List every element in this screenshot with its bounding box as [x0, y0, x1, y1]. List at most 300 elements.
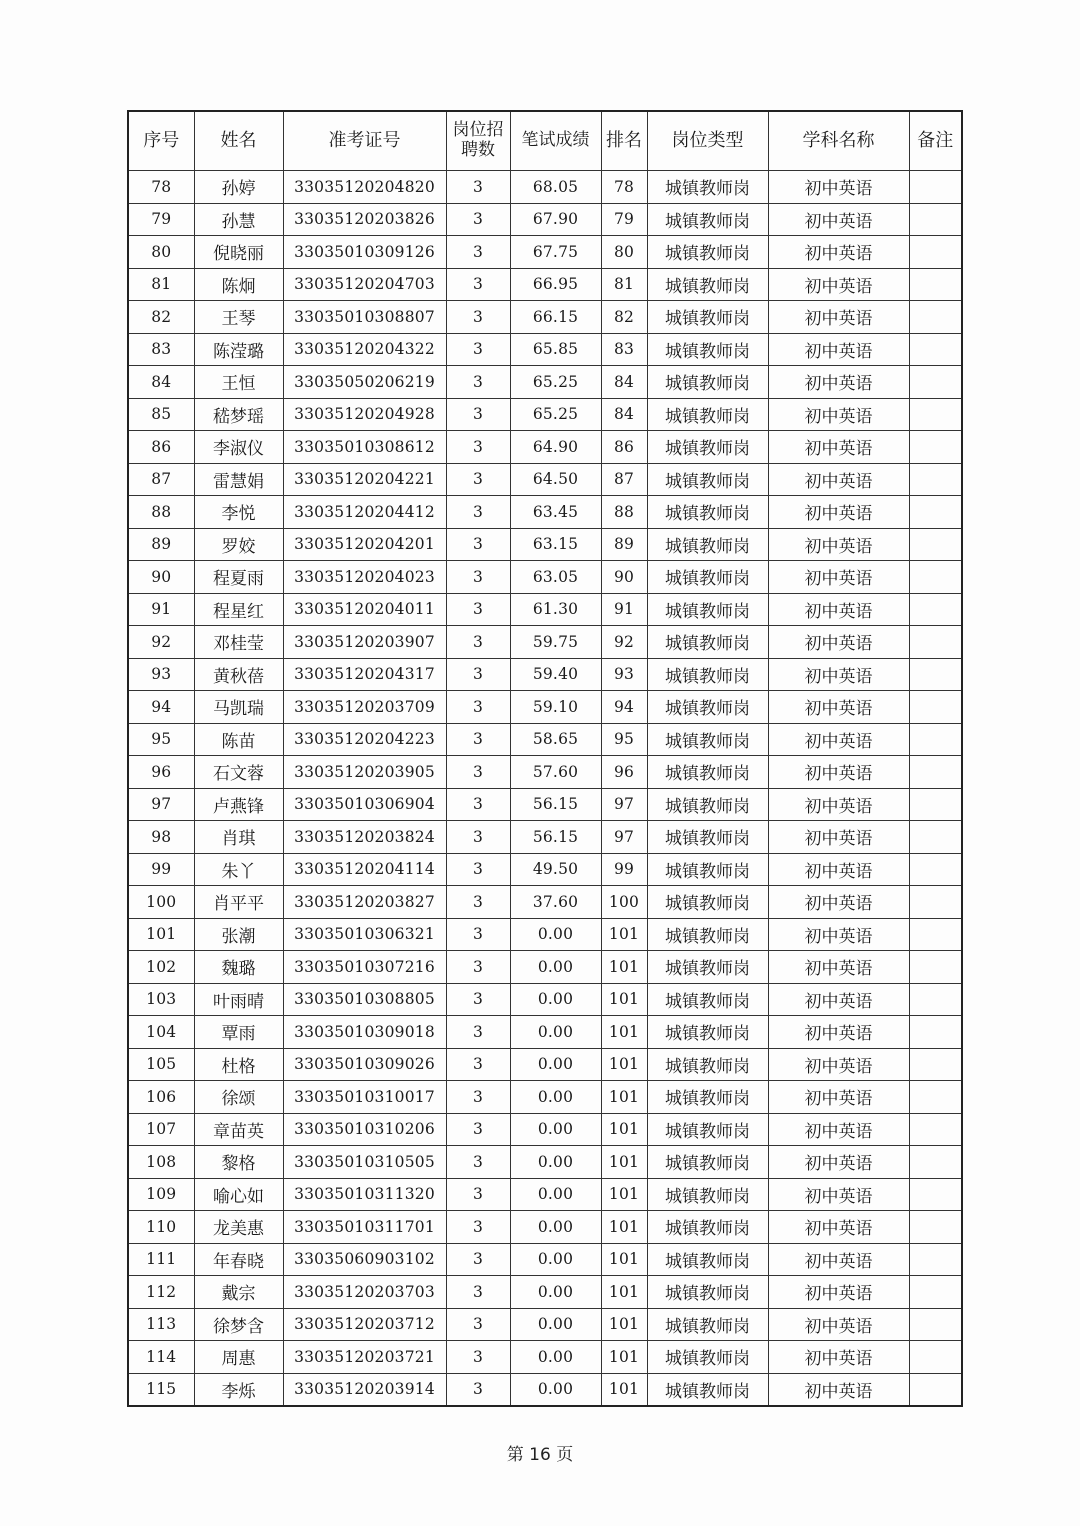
cell-remark: [909, 951, 962, 984]
cell-seq: 88: [128, 496, 194, 529]
table-row: [128, 756, 962, 789]
cell-rank: 101: [601, 1146, 647, 1179]
cell-score: 49.50: [510, 853, 601, 886]
cell-score: 64.90: [510, 431, 601, 464]
cell-name: 马凯瑞: [194, 691, 283, 724]
cell-exam-id: 33035010310505: [283, 1146, 446, 1179]
cell-subject: 初中英语: [768, 1016, 909, 1049]
cell-quota: 3: [446, 1308, 510, 1341]
cell-exam-id: 33035120203703: [283, 1276, 446, 1309]
table-row: [128, 593, 962, 626]
cell-remark: [909, 398, 962, 431]
table-row: [128, 1146, 962, 1179]
cell-score: 0.00: [510, 1276, 601, 1309]
cell-remark: [909, 658, 962, 691]
cell-rank: 84: [601, 398, 647, 431]
table-row: [128, 301, 962, 334]
cell-seq: 113: [128, 1308, 194, 1341]
cell-name: 朱丫: [194, 853, 283, 886]
cell-name: 陈滢璐: [194, 333, 283, 366]
cell-exam-id: 33035010307216: [283, 951, 446, 984]
cell-seq: 79: [128, 203, 194, 236]
cell-post-type: 城镇教师岗: [647, 561, 768, 594]
table-header-row: [128, 111, 962, 171]
cell-exam-id: 33035120204820: [283, 171, 446, 204]
cell-quota: 3: [446, 1211, 510, 1244]
cell-subject: 初中英语: [768, 203, 909, 236]
table-row: [128, 561, 962, 594]
cell-name: 程夏雨: [194, 561, 283, 594]
table-row: [128, 236, 962, 269]
cell-exam-id: 33035120203827: [283, 886, 446, 919]
cell-post-type: 城镇教师岗: [647, 1048, 768, 1081]
cell-exam-id: 33035120203824: [283, 821, 446, 854]
cell-remark: [909, 171, 962, 204]
header-post-type: 岗位类型: [647, 111, 768, 171]
table-row: [128, 1341, 962, 1374]
cell-subject: 初中英语: [768, 983, 909, 1016]
cell-quota: 3: [446, 236, 510, 269]
cell-subject: 初中英语: [768, 821, 909, 854]
cell-score: 61.30: [510, 593, 601, 626]
cell-name: 程星红: [194, 593, 283, 626]
table-row: [128, 918, 962, 951]
cell-subject: 初中英语: [768, 431, 909, 464]
cell-rank: 84: [601, 366, 647, 399]
cell-rank: 97: [601, 821, 647, 854]
cell-seq: 81: [128, 268, 194, 301]
cell-post-type: 城镇教师岗: [647, 1211, 768, 1244]
cell-rank: 97: [601, 788, 647, 821]
cell-exam-id: 33035120204023: [283, 561, 446, 594]
cell-name: 戴宗: [194, 1276, 283, 1309]
cell-name: 年春晓: [194, 1243, 283, 1276]
cell-seq: 93: [128, 658, 194, 691]
cell-quota: 3: [446, 1081, 510, 1114]
cell-quota: 3: [446, 691, 510, 724]
cell-name: 陈苗: [194, 723, 283, 756]
cell-remark: [909, 236, 962, 269]
cell-remark: [909, 431, 962, 464]
cell-score: 0.00: [510, 1308, 601, 1341]
cell-name: 陈炯: [194, 268, 283, 301]
cell-seq: 99: [128, 853, 194, 886]
cell-rank: 99: [601, 853, 647, 886]
cell-exam-id: 33035120204201: [283, 528, 446, 561]
cell-name: 章苗英: [194, 1113, 283, 1146]
cell-rank: 100: [601, 886, 647, 919]
table-row: [128, 886, 962, 919]
cell-exam-id: 33035120203826: [283, 203, 446, 236]
cell-exam-id: 33035120203721: [283, 1341, 446, 1374]
cell-rank: 92: [601, 626, 647, 659]
cell-rank: 101: [601, 1113, 647, 1146]
cell-name: 龙美惠: [194, 1211, 283, 1244]
cell-post-type: 城镇教师岗: [647, 821, 768, 854]
cell-seq: 80: [128, 236, 194, 269]
cell-score: 63.05: [510, 561, 601, 594]
cell-post-type: 城镇教师岗: [647, 1113, 768, 1146]
cell-seq: 115: [128, 1373, 194, 1406]
table-row: [128, 1081, 962, 1114]
cell-name: 倪晓丽: [194, 236, 283, 269]
cell-seq: 114: [128, 1341, 194, 1374]
cell-name: 徐颂: [194, 1081, 283, 1114]
cell-quota: 3: [446, 301, 510, 334]
cell-post-type: 城镇教师岗: [647, 1243, 768, 1276]
cell-post-type: 城镇教师岗: [647, 788, 768, 821]
cell-seq: 105: [128, 1048, 194, 1081]
cell-remark: [909, 1146, 962, 1179]
cell-quota: 3: [446, 268, 510, 301]
cell-quota: 3: [446, 983, 510, 1016]
cell-name: 王琴: [194, 301, 283, 334]
cell-score: 63.45: [510, 496, 601, 529]
cell-quota: 3: [446, 1146, 510, 1179]
cell-remark: [909, 918, 962, 951]
cell-exam-id: 33035120204114: [283, 853, 446, 886]
cell-subject: 初中英语: [768, 333, 909, 366]
header-rank: 排名: [601, 111, 647, 171]
cell-subject: 初中英语: [768, 1178, 909, 1211]
cell-seq: 109: [128, 1178, 194, 1211]
cell-exam-id: 33035120204221: [283, 463, 446, 496]
cell-quota: 3: [446, 658, 510, 691]
cell-subject: 初中英语: [768, 268, 909, 301]
cell-subject: 初中英语: [768, 1308, 909, 1341]
cell-post-type: 城镇教师岗: [647, 756, 768, 789]
cell-seq: 104: [128, 1016, 194, 1049]
cell-remark: [909, 301, 962, 334]
table-row: [128, 171, 962, 204]
table-row: [128, 203, 962, 236]
cell-remark: [909, 886, 962, 919]
cell-score: 0.00: [510, 918, 601, 951]
cell-quota: 3: [446, 918, 510, 951]
cell-post-type: 城镇教师岗: [647, 236, 768, 269]
cell-seq: 103: [128, 983, 194, 1016]
cell-score: 65.25: [510, 366, 601, 399]
cell-subject: 初中英语: [768, 1146, 909, 1179]
cell-seq: 83: [128, 333, 194, 366]
cell-name: 王恒: [194, 366, 283, 399]
cell-rank: 91: [601, 593, 647, 626]
cell-score: 0.00: [510, 1146, 601, 1179]
cell-post-type: 城镇教师岗: [647, 691, 768, 724]
cell-post-type: 城镇教师岗: [647, 918, 768, 951]
cell-rank: 83: [601, 333, 647, 366]
cell-exam-id: 33035010308612: [283, 431, 446, 464]
cell-quota: 3: [446, 1276, 510, 1309]
table-row: [128, 528, 962, 561]
cell-score: 68.05: [510, 171, 601, 204]
cell-seq: 92: [128, 626, 194, 659]
table-row: [128, 691, 962, 724]
cell-quota: 3: [446, 1341, 510, 1374]
cell-exam-id: 33035120203905: [283, 756, 446, 789]
cell-quota: 3: [446, 561, 510, 594]
cell-subject: 初中英语: [768, 756, 909, 789]
cell-score: 58.65: [510, 723, 601, 756]
cell-post-type: 城镇教师岗: [647, 431, 768, 464]
cell-rank: 81: [601, 268, 647, 301]
cell-post-type: 城镇教师岗: [647, 1276, 768, 1309]
cell-rank: 101: [601, 1373, 647, 1406]
cell-exam-id: 33035120203709: [283, 691, 446, 724]
cell-subject: 初中英语: [768, 171, 909, 204]
cell-seq: 101: [128, 918, 194, 951]
cell-exam-id: 33035010311320: [283, 1178, 446, 1211]
cell-remark: [909, 853, 962, 886]
cell-subject: 初中英语: [768, 1276, 909, 1309]
cell-remark: [909, 366, 962, 399]
cell-remark: [909, 626, 962, 659]
cell-seq: 111: [128, 1243, 194, 1276]
cell-score: 0.00: [510, 1243, 601, 1276]
table-row: [128, 951, 962, 984]
cell-score: 64.50: [510, 463, 601, 496]
cell-seq: 82: [128, 301, 194, 334]
cell-quota: 3: [446, 1016, 510, 1049]
cell-post-type: 城镇教师岗: [647, 983, 768, 1016]
cell-score: 0.00: [510, 1081, 601, 1114]
cell-post-type: 城镇教师岗: [647, 301, 768, 334]
cell-score: 0.00: [510, 1211, 601, 1244]
table-row: [128, 1178, 962, 1211]
cell-seq: 87: [128, 463, 194, 496]
cell-name: 徐梦含: [194, 1308, 283, 1341]
cell-score: 0.00: [510, 1016, 601, 1049]
cell-exam-id: 33035010309026: [283, 1048, 446, 1081]
cell-rank: 78: [601, 171, 647, 204]
cell-seq: 96: [128, 756, 194, 789]
cell-seq: 95: [128, 723, 194, 756]
cell-score: 0.00: [510, 1113, 601, 1146]
cell-subject: 初中英语: [768, 463, 909, 496]
cell-quota: 3: [446, 626, 510, 659]
cell-quota: 3: [446, 366, 510, 399]
cell-quota: 3: [446, 203, 510, 236]
cell-exam-id: 33035010311701: [283, 1211, 446, 1244]
cell-post-type: 城镇教师岗: [647, 366, 768, 399]
cell-exam-id: 33035120203907: [283, 626, 446, 659]
cell-rank: 86: [601, 431, 647, 464]
cell-post-type: 城镇教师岗: [647, 1081, 768, 1114]
cell-seq: 97: [128, 788, 194, 821]
cell-quota: 3: [446, 593, 510, 626]
cell-score: 66.15: [510, 301, 601, 334]
cell-name: 周惠: [194, 1341, 283, 1374]
cell-remark: [909, 333, 962, 366]
cell-subject: 初中英语: [768, 1081, 909, 1114]
cell-post-type: 城镇教师岗: [647, 268, 768, 301]
cell-post-type: 城镇教师岗: [647, 951, 768, 984]
cell-seq: 112: [128, 1276, 194, 1309]
cell-name: 李悦: [194, 496, 283, 529]
cell-score: 67.90: [510, 203, 601, 236]
cell-name: 黄秋蓓: [194, 658, 283, 691]
cell-remark: [909, 1113, 962, 1146]
cell-exam-id: 33035010310206: [283, 1113, 446, 1146]
cell-score: 63.15: [510, 528, 601, 561]
cell-quota: 3: [446, 788, 510, 821]
cell-rank: 101: [601, 1178, 647, 1211]
cell-quota: 3: [446, 1113, 510, 1146]
cell-seq: 84: [128, 366, 194, 399]
cell-subject: 初中英语: [768, 886, 909, 919]
cell-post-type: 城镇教师岗: [647, 626, 768, 659]
table-row: [128, 333, 962, 366]
cell-post-type: 城镇教师岗: [647, 496, 768, 529]
cell-quota: 3: [446, 723, 510, 756]
cell-rank: 95: [601, 723, 647, 756]
cell-subject: 初中英语: [768, 918, 909, 951]
cell-score: 67.75: [510, 236, 601, 269]
cell-subject: 初中英语: [768, 691, 909, 724]
cell-rank: 101: [601, 918, 647, 951]
cell-exam-id: 33035120204322: [283, 333, 446, 366]
cell-subject: 初中英语: [768, 723, 909, 756]
cell-post-type: 城镇教师岗: [647, 1341, 768, 1374]
cell-subject: 初中英语: [768, 658, 909, 691]
cell-seq: 90: [128, 561, 194, 594]
cell-name: 肖琪: [194, 821, 283, 854]
cell-subject: 初中英语: [768, 788, 909, 821]
cell-name: 黎格: [194, 1146, 283, 1179]
header-exam-id: 准考证号: [283, 111, 446, 171]
table-row: [128, 398, 962, 431]
cell-post-type: 城镇教师岗: [647, 1178, 768, 1211]
header-remark: 备注: [909, 111, 962, 171]
header-name: 姓名: [194, 111, 283, 171]
cell-remark: [909, 756, 962, 789]
cell-post-type: 城镇教师岗: [647, 593, 768, 626]
table-row: [128, 463, 962, 496]
table-row: [128, 658, 962, 691]
cell-score: 0.00: [510, 1048, 601, 1081]
cell-name: 孙婷: [194, 171, 283, 204]
cell-quota: 3: [446, 333, 510, 366]
cell-quota: 3: [446, 756, 510, 789]
cell-rank: 101: [601, 1048, 647, 1081]
cell-remark: [909, 1276, 962, 1309]
cell-rank: 93: [601, 658, 647, 691]
cell-remark: [909, 1243, 962, 1276]
table-row: [128, 496, 962, 529]
cell-rank: 101: [601, 1016, 647, 1049]
cell-remark: [909, 463, 962, 496]
cell-quota: 3: [446, 1243, 510, 1276]
table-row: [128, 1048, 962, 1081]
cell-seq: 85: [128, 398, 194, 431]
cell-score: 66.95: [510, 268, 601, 301]
cell-name: 邓桂莹: [194, 626, 283, 659]
cell-remark: [909, 561, 962, 594]
cell-quota: 3: [446, 951, 510, 984]
cell-name: 喻心如: [194, 1178, 283, 1211]
table-row: [128, 1308, 962, 1341]
cell-score: 0.00: [510, 983, 601, 1016]
cell-seq: 108: [128, 1146, 194, 1179]
cell-exam-id: 33035010310017: [283, 1081, 446, 1114]
cell-post-type: 城镇教师岗: [647, 333, 768, 366]
table-row: [128, 1373, 962, 1406]
cell-remark: [909, 1211, 962, 1244]
cell-score: 56.15: [510, 788, 601, 821]
cell-post-type: 城镇教师岗: [647, 658, 768, 691]
cell-seq: 86: [128, 431, 194, 464]
cell-name: 卢燕锋: [194, 788, 283, 821]
cell-subject: 初中英语: [768, 528, 909, 561]
cell-exam-id: 33035120204317: [283, 658, 446, 691]
cell-name: 李烁: [194, 1373, 283, 1406]
table-row: [128, 1243, 962, 1276]
cell-quota: 3: [446, 398, 510, 431]
table-row: [128, 983, 962, 1016]
cell-exam-id: 33035120203914: [283, 1373, 446, 1406]
cell-quota: 3: [446, 463, 510, 496]
table-row: [128, 1211, 962, 1244]
cell-exam-id: 33035050206219: [283, 366, 446, 399]
cell-remark: [909, 593, 962, 626]
cell-post-type: 城镇教师岗: [647, 1016, 768, 1049]
cell-seq: 107: [128, 1113, 194, 1146]
cell-quota: 3: [446, 886, 510, 919]
cell-post-type: 城镇教师岗: [647, 528, 768, 561]
cell-score: 59.75: [510, 626, 601, 659]
cell-name: 李淑仪: [194, 431, 283, 464]
cell-exam-id: 33035010309126: [283, 236, 446, 269]
cell-exam-id: 33035120204412: [283, 496, 446, 529]
cell-rank: 96: [601, 756, 647, 789]
cell-subject: 初中英语: [768, 853, 909, 886]
cell-subject: 初中英语: [768, 1243, 909, 1276]
cell-exam-id: 33035120204223: [283, 723, 446, 756]
score-table: [127, 110, 963, 1407]
cell-seq: 89: [128, 528, 194, 561]
cell-exam-id: 33035120204011: [283, 593, 446, 626]
cell-remark: [909, 496, 962, 529]
cell-remark: [909, 203, 962, 236]
cell-name: 孙慧: [194, 203, 283, 236]
cell-exam-id: 33035060903102: [283, 1243, 446, 1276]
cell-remark: [909, 268, 962, 301]
header-score: 笔试成绩: [510, 111, 601, 171]
cell-name: 叶雨晴: [194, 983, 283, 1016]
cell-score: 59.10: [510, 691, 601, 724]
cell-rank: 89: [601, 528, 647, 561]
cell-name: 覃雨: [194, 1016, 283, 1049]
table-row: [128, 1276, 962, 1309]
cell-rank: 101: [601, 1341, 647, 1374]
table-row: [128, 1113, 962, 1146]
cell-remark: [909, 1081, 962, 1114]
cell-quota: 3: [446, 1373, 510, 1406]
cell-post-type: 城镇教师岗: [647, 886, 768, 919]
cell-seq: 106: [128, 1081, 194, 1114]
cell-seq: 91: [128, 593, 194, 626]
cell-seq: 98: [128, 821, 194, 854]
table-row: [128, 821, 962, 854]
cell-exam-id: 33035120203712: [283, 1308, 446, 1341]
cell-seq: 100: [128, 886, 194, 919]
cell-post-type: 城镇教师岗: [647, 171, 768, 204]
table-row: [128, 1016, 962, 1049]
cell-post-type: 城镇教师岗: [647, 853, 768, 886]
cell-name: 魏璐: [194, 951, 283, 984]
cell-remark: [909, 983, 962, 1016]
cell-quota: 3: [446, 431, 510, 464]
